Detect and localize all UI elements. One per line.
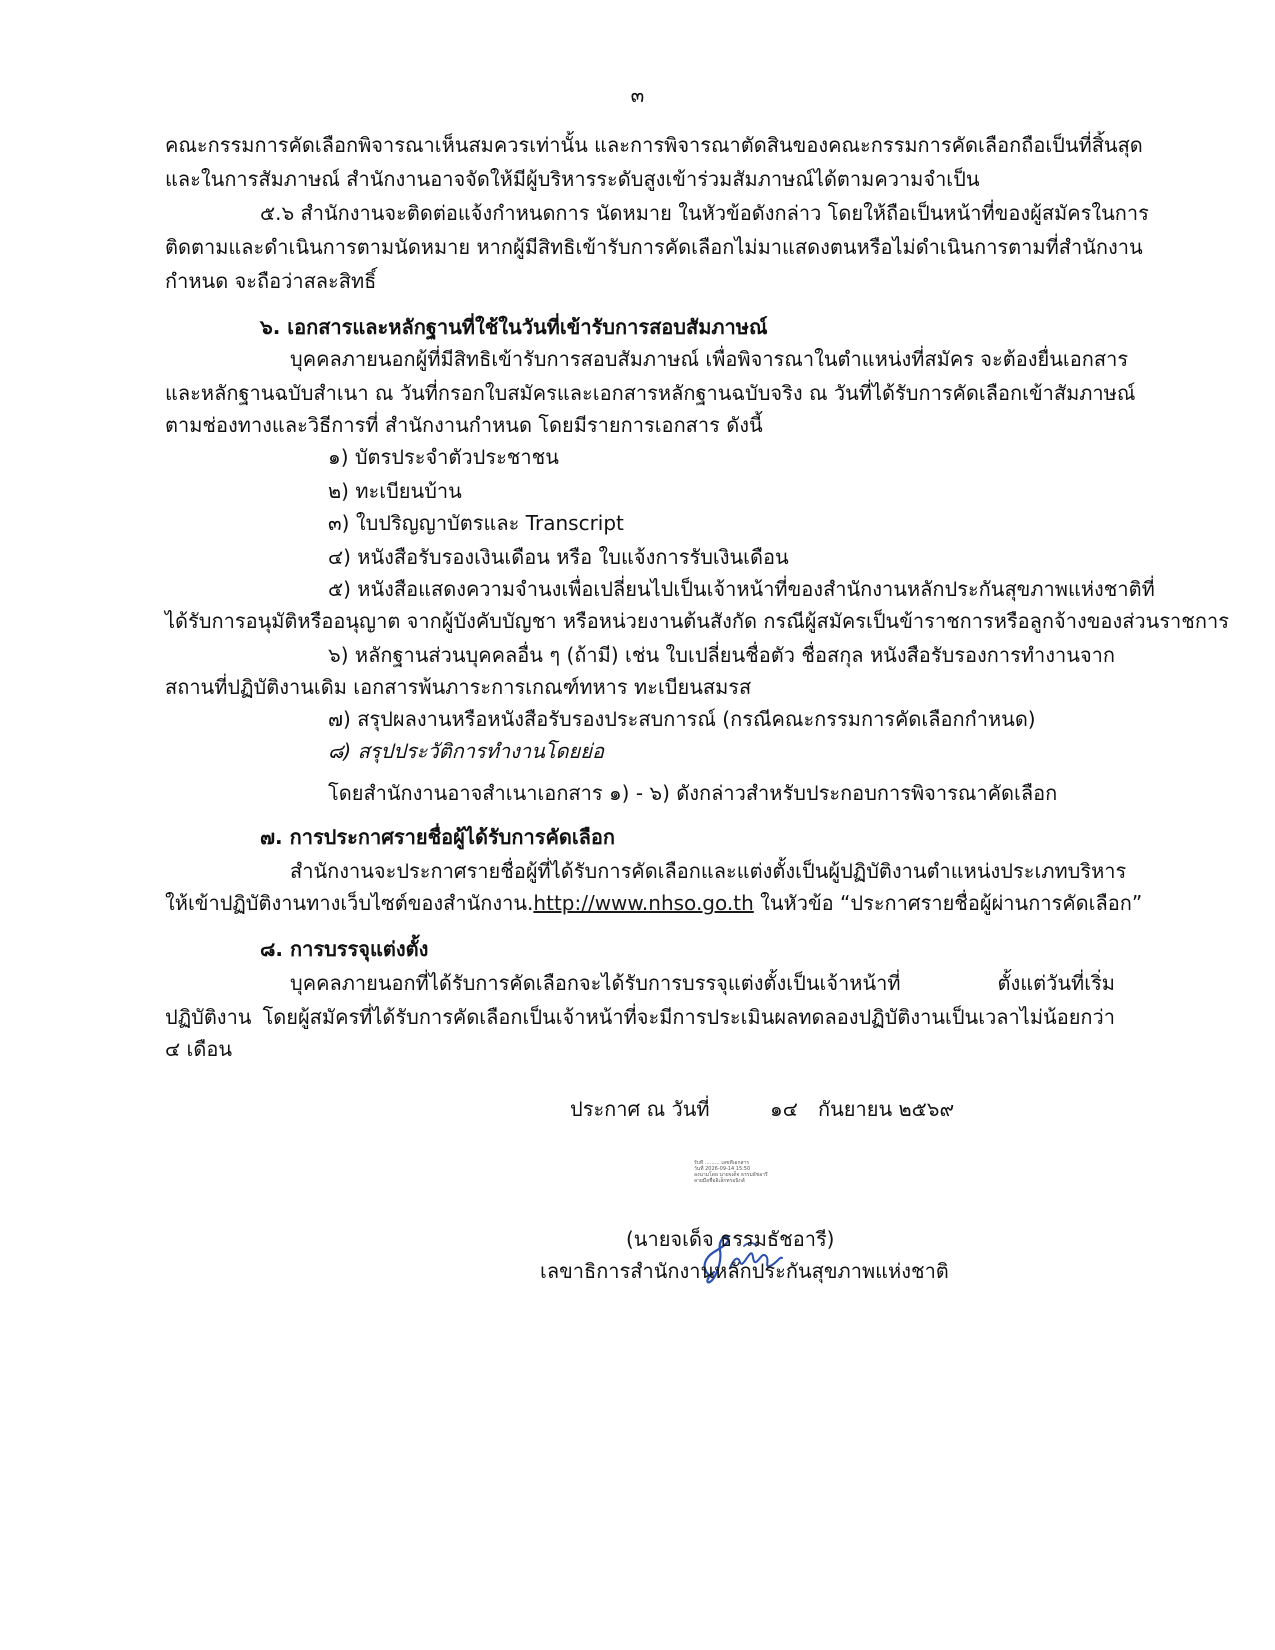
document-item-6-line-1: ๖) หลักฐานส่วนบุคคลอื่น ๆ (ถ้ามี) เช่น ใบเปลี่ยนชื่อตัว ชื่อสกุล หนังสือรับรองการทำงานจาก — [328, 643, 1115, 667]
stamp-line-1: รับที่ ……… เลขที่เอกสาร — [694, 1160, 750, 1166]
document-item-8: ๘) สรุปประวัติการทำงานโดยย่อ — [328, 739, 604, 763]
document-item-3: ๓) ใบปริญญาบัตรและ Transcript — [328, 511, 624, 535]
document-item-5-line-1: ๕) หนังสือแสดงความจำนงเพื่อเปลี่ยนไปเป็นเจ้าหน้าที่ของสำนักงานหลักประกันสุขภาพแห่งชาติที่ — [328, 577, 1155, 601]
signatory-title: เลขาธิการสำนักงานหลักประกันสุขภาพแห่งชาติ — [540, 1259, 949, 1283]
clause-5-6-line-2: ติดตามและดำเนินการตามนัดหมาย หากผู้มีสิทธิเข้ารับการคัดเลือกไม่มาแสดงตนหรือไม่ดำเนินการตามที่สำนักงาน — [165, 235, 1143, 259]
document-item-1: ๑) บัตรประจำตัวประชาชน — [328, 445, 559, 469]
section-7-line-1: สำนักงานจะประกาศรายชื่อผู้ที่ได้รับการคัดเลือกและแต่งตั้งเป็นผู้ปฏิบัติงานตำแหน่งประเภทบริหาร — [290, 859, 1127, 883]
section-7-line-2-prefix: ให้เข้าปฏิบัติงานทางเว็บไซต์ของสำนักงาน. — [165, 891, 534, 915]
section-8-line-3: ๔ เดือน — [165, 1037, 233, 1061]
signatory-name: (นายจเด็จ ธรรมธัชอารี) — [626, 1227, 835, 1251]
section-7-line-2 — [165, 888, 1142, 918]
clause-5-6-line-3: กำหนด จะถือว่าสละสิทธิ์ — [165, 269, 377, 293]
committee-paragraph-line-2: และในการสัมภาษณ์ สำนักงานอาจจัดให้มีผู้บริหารระดับสูงเข้าร่วมสัมภาษณ์ได้ตามความจำเป็น — [165, 167, 980, 191]
document-item-4: ๔) หนังสือรับรองเงินเดือน หรือ ใบแจ้งการรับเงินเดือน — [328, 545, 789, 569]
announcement-day: ๑๔ — [770, 1097, 798, 1121]
announcement-date-label: ประกาศ ณ วันที่ — [570, 1097, 710, 1121]
nhso-website-link[interactable]: http://www.nhso.go.th — [533, 891, 754, 915]
clause-5-6-line-1: ๕.๖ สำนักงานจะติดต่อแจ้งกำหนดการ นัดหมาย ในหัวข้อดังกล่าว โดยให้ถือเป็นหน้าที่ของผู้สมัครในการ — [260, 201, 1149, 225]
section-8-heading: ๘. การบรรจุแต่งตั้ง — [260, 937, 429, 961]
stamp-line-3: ลงนามโดย นายจเด็จ ธรรมธัชอารี — [694, 1172, 768, 1178]
document-item-2: ๒) ทะเบียนบ้าน — [328, 479, 462, 503]
section-6-intro-line-2: และหลักฐานฉบับสำเนา ณ วันที่กรอกใบสมัครและเอกสารหลักฐานฉบับจริง ณ วันที่ได้รับการคัดเลือกเข้าสัมภาษณ์ — [165, 381, 1136, 405]
section-6-note: โดยสำนักงานอาจสำเนาเอกสาร ๑) - ๖) ดังกล่าวสำหรับประกอบการพิจารณาคัดเลือก — [328, 781, 1058, 805]
document-item-6-line-2: สถานที่ปฏิบัติงานเดิม เอกสารพ้นภาระการเกณฑ์ทหาร ทะเบียนสมรส — [165, 675, 752, 699]
electronic-signature-stamp — [694, 1160, 786, 1196]
section-7-heading: ๗. การประกาศรายชื่อผู้ได้รับการคัดเลือก — [260, 825, 616, 849]
committee-paragraph-line-1: คณะกรรมการคัดเลือกพิจารณาเห็นสมควรเท่านั้น และการพิจารณาตัดสินของคณะกรรมการคัดเลือกถือเป็นที่สิ้นสุด — [165, 133, 1143, 157]
document-item-5-line-2: ได้รับการอนุมัติหรืออนุญาต จากผู้บังคับบัญชา หรือหน่วยงานต้นสังกัด กรณีผู้สมัครเป็นข้าราชการหรือลูกจ้างของส่วนราชการ — [165, 609, 1229, 633]
stamp-line-2: วันที่ 2026-09-14 15:50 — [694, 1166, 751, 1172]
section-8-line-1: บุคคลภายนอกที่ได้รับการคัดเลือกจะได้รับการบรรจุแต่งตั้งเป็นเจ้าหน้าที่ ตั้งแต่วันที่เริ่ม — [290, 971, 1115, 995]
section-8-line-2: ปฏิบัติงาน โดยผู้สมัครที่ได้รับการคัดเลือกเป็นเจ้าหน้าที่จะมีการประเมินผลทดลองปฏิบัติงานเป็นเวลาไม่น้อยกว่า — [165, 1005, 1115, 1029]
stamp-line-4: ลายมือชื่ออิเล็กทรอนิกส์ — [694, 1178, 745, 1184]
announcement-month-year: กันยายน ๒๕๖๙ — [818, 1097, 955, 1121]
page-number: ๓ — [630, 83, 645, 107]
section-7-line-2-suffix: ในหัวข้อ “ประกาศรายชื่อผู้ผ่านการคัดเลือก” — [753, 891, 1143, 915]
document-item-7: ๗) สรุปผลงานหรือหนังสือรับรองประสบการณ์ (กรณีคณะกรรมการคัดเลือกกำหนด) — [328, 707, 1036, 731]
section-6-intro-line-3: ตามช่องทางและวิธีการที่ สำนักงานกำหนด โดยมีรายการเอกสาร ดังนี้ — [165, 413, 763, 437]
section-6-intro-line-1: บุคคลภายนอกผู้ที่มีสิทธิเข้ารับการสอบสัมภาษณ์ เพื่อพิจารณาในตำแหน่งที่สมัคร จะต้องยื่นเอกสาร — [290, 347, 1129, 371]
section-6-heading: ๖. เอกสารและหลักฐานที่ใช้ในวันที่เข้ารับการสอบสัมภาษณ์ — [260, 315, 768, 339]
